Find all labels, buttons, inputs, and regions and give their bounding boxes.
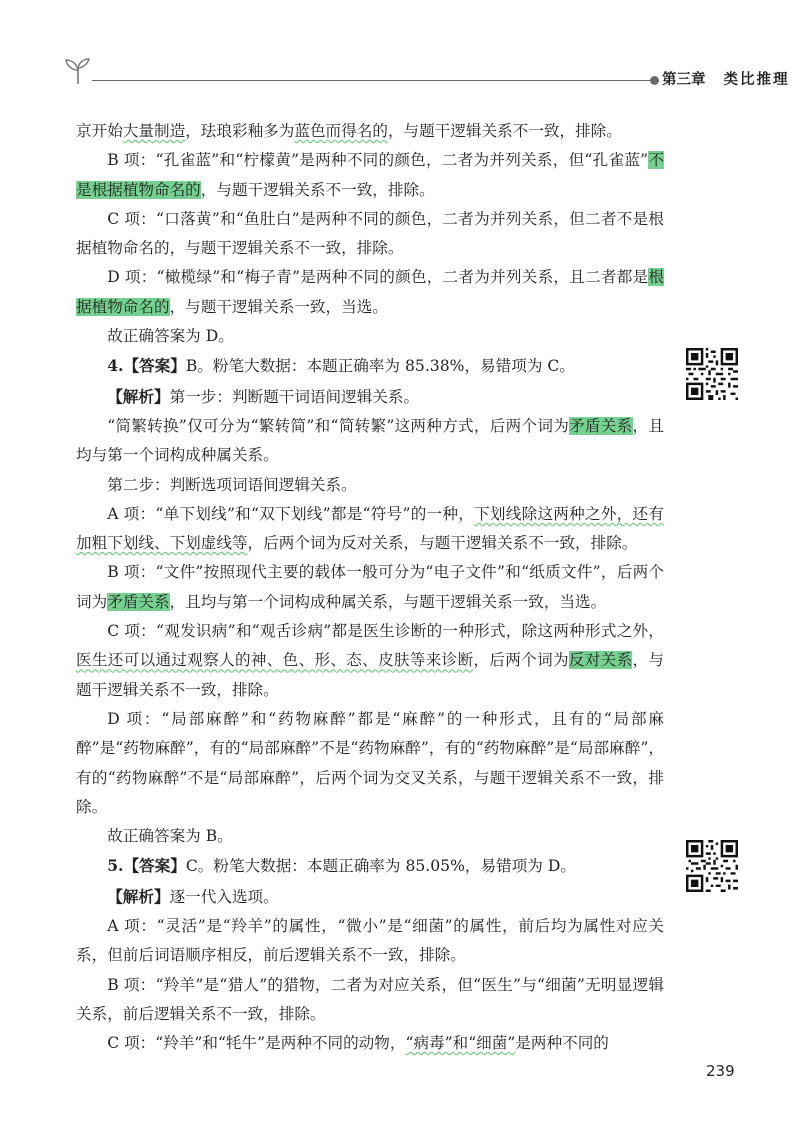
paragraph: A 项：“单下划线”和“双下划线”都是“符号”的一种，下划线除这两种之外，还有加粗下划线、下划虚线等，后两个词为反对关系，与题干逻辑关系不一致，排除。: [76, 504, 664, 553]
chapter-title: 类比推理: [723, 72, 790, 88]
chapter-number: 第三章: [662, 72, 706, 88]
highlight: 反对关系: [568, 651, 633, 670]
page-number: 239: [706, 1062, 735, 1080]
paragraph: “简繁转换”仅可分为“繁转简”和“简转繁”这两种方式，后两个词为矛盾关系，且均与第一个词构成种属关系。: [76, 416, 664, 465]
paragraph: A 项：“灵活”是“羚羊”的属性，“微小”是“细菌”的属性，前后均为属性对应关系，但前后词语顺序相反，前后逻辑关系不一致，排除。: [76, 917, 664, 965]
paragraph: B 项：“羚羊”是“猎人”的猎物，二者为对应关系，但“医生”与“细菌”无明显逻辑关系，前后逻辑关系不一致，排除。: [76, 975, 664, 1023]
page-header: [62, 56, 790, 96]
paragraph: 第二步：判断选项词语间逻辑关系。: [107, 475, 357, 494]
analysis-line: 【解析】逐一代入选项。: [107, 886, 279, 906]
paragraph: C 项：“口落黄”和“鱼肚白”是两种不同的颜色，二者为并列关系，但二者不是根据植物命名的，与题干逻辑关系不一致，排除。: [76, 209, 664, 258]
qr-code-icon: [686, 840, 738, 892]
chapter-label: [662, 68, 790, 89]
paragraph: C 项：“观发识病”和“观舌诊病”都是医生诊断的一种形式，除这两种形式之外，医生还可以通过观察人的神、色、形、态、皮肤等来诊断，后两个词为反对关系，与题干逻辑关系不一致，排除。: [76, 622, 664, 699]
paragraph: 故正确答案为 B。: [107, 827, 233, 846]
answer-line: 5.【答案】C。粉笔大数据：本题正确率为 85.05%，易错项为 D。: [107, 856, 576, 876]
paragraph: C 项：“羚羊”和“牦牛”是两种不同的动物，“病毒”和“细菌”是两种不同的: [107, 1034, 609, 1053]
paragraph: 京开始大量制造，珐琅彩釉多为蓝色而得名的，与题干逻辑关系不一致，排除。: [76, 122, 622, 140]
sprout-icon: [62, 56, 94, 86]
paragraph: D 项：“橄榄绿”和“梅子青”是两种不同的颜色，二者为并列关系，且二者都是根据植物命名的，与题干逻辑关系一致，当选。: [76, 268, 664, 316]
header-rule: [92, 80, 654, 81]
highlight: 根据植物命名的: [76, 268, 664, 316]
qr-code-icon: [686, 348, 738, 400]
highlight: 矛盾关系: [569, 416, 633, 435]
answer-line: 4.【答案】B。粉笔大数据：本题正确率为 85.38%，易错项为 C。: [107, 356, 575, 376]
header-rule-dot: [650, 76, 659, 85]
highlight: 矛盾关系: [107, 592, 170, 611]
page-body: [76, 117, 664, 1059]
paragraph: D 项：“局部麻醉”和“药物麻醉”都是“麻醉”的一种形式，且有的“局部麻醉”是“药物麻醉”，有的“局部麻醉”不是“药物麻醉”，有的“药物麻醉”是“局部麻醉”，有的“药物麻醉”不是“局部麻醉”，后两个词为交叉关系，与题干逻辑关系不一致，排除。: [76, 709, 664, 816]
paragraph: B 项：“文件”按照现代主要的载体一般可分为“电子文件”和“纸质文件”，后两个词为矛盾关系，且均与第一个词构成种属关系，与题干逻辑关系一致，当选。: [76, 563, 664, 611]
paragraph: B 项：“孔雀蓝”和“柠檬黄”是两种不同的颜色，二者为并列关系，但“孔雀蓝”不是根据植物命名的，与题干逻辑关系不一致，排除。: [76, 151, 664, 199]
paragraph: 故正确答案为 D。: [107, 327, 234, 346]
analysis-line: 【解析】第一步：判断题干词语间逻辑关系。: [107, 386, 420, 406]
highlight: 不是根据植物命名的: [76, 151, 664, 199]
